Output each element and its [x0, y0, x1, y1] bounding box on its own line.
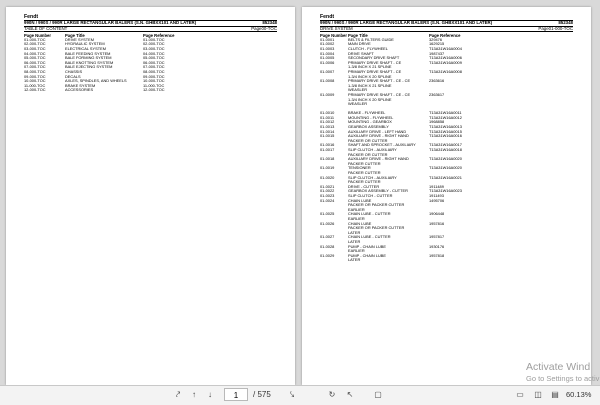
fit-page-icon[interactable]: ▭	[516, 390, 524, 399]
page-title-cell: ELECTRICAL SYSTEM	[65, 45, 106, 51]
page-title-cell: PACKER OR CUTTER	[348, 137, 388, 143]
page-number-cell: 09-000-TOC	[24, 73, 46, 79]
page-reference-cell: T13A31W16A0009	[429, 59, 462, 65]
page-number-cell: 01-0001	[320, 36, 335, 42]
page-number-cell: 02-000-TOC	[24, 41, 46, 47]
page-title-cell: SLIP CLUTCH - CUTTER	[348, 192, 393, 198]
page-number-cell: 11-000-TOC	[24, 82, 46, 88]
zoom-level[interactable]: 60.13%	[566, 390, 592, 399]
page-number-cell: 05-000-TOC	[24, 55, 46, 61]
page-reference-cell: 1911493	[429, 192, 444, 198]
document-page-left	[6, 7, 295, 385]
page-title-cell: 1-3/8 INCH X 21 SPLINE	[348, 64, 392, 70]
page-reference-cell: 1906448	[429, 211, 445, 217]
page-reference-cell: T13A31W16A0006	[429, 55, 462, 61]
section-subtitle: TABLE OF CONTENT Page00-TOC	[24, 25, 277, 31]
page-title-cell: PACKER CUTTER	[348, 170, 381, 175]
page-number-cell: 01-0003	[320, 45, 335, 51]
page-title-cell: CHAIN LUBE	[348, 220, 372, 226]
page-number-cell: 01-0024	[320, 197, 335, 203]
page-number-cell: 01-0011	[320, 114, 334, 120]
page-number-cell: 01-0027	[320, 234, 335, 240]
parts-table	[320, 38, 573, 263]
page-number-cell: 01-0021	[320, 183, 335, 189]
page-number-cell: 06-000-TOC	[24, 59, 46, 65]
page-title-cell: PRIMARY DRIVE SHAFT - CE	[348, 68, 402, 74]
page-title-cell: AUXILIARY DRIVE - RIGHT HAND	[348, 133, 409, 139]
page-title-cell: PRIMARY DRIVE SHAFT - CE	[348, 59, 402, 65]
page-title-cell: HYDRAULIC SYSTEM	[65, 41, 105, 47]
page-up-icon[interactable]: ↑	[192, 390, 196, 399]
page-number-cell: 12-000-TOC	[24, 87, 46, 93]
page-number-cell: 01-0023	[320, 192, 335, 198]
page-reference-cell: T13A31W16A0021	[429, 174, 462, 180]
page-title-cell: AUXILIARY DRIVE - LEFT HAND	[348, 128, 407, 134]
page-title-cell: CLUTCH - FLYWHEEL	[348, 45, 388, 51]
page-reference-cell: 12-000-TOC	[143, 87, 165, 93]
page-reference-cell: 1930176	[429, 243, 445, 249]
page-title-cell: PACKER OR PACKER CUTTER	[348, 202, 405, 208]
snapshot-icon[interactable]: ▢	[374, 390, 382, 399]
page-number-cell: 04-000-TOC	[24, 50, 46, 56]
page-number-cell: 01-0012	[320, 119, 335, 125]
page-number-cell: 01-0020	[320, 174, 335, 180]
page-number-cell: 01-0019	[320, 165, 335, 171]
page-number-cell: 01-0014	[320, 128, 335, 134]
page-title-cell: LATER	[348, 238, 361, 244]
page-title-cell: DRIVE - CUTTER	[348, 183, 380, 189]
page-reference-cell: T13A31W16A0017	[429, 142, 462, 148]
page-number-cell: 01-0029	[320, 252, 335, 258]
page-number-cell: 10-000-TOC	[24, 78, 46, 84]
page-reference-cell: 03-000-TOC	[143, 45, 165, 51]
page-reference-cell: 1629215	[429, 41, 445, 47]
activation-watermark-text: Go to Settings to activ	[526, 374, 600, 383]
page-reference-cell: 02-000-TOC	[143, 41, 165, 47]
page-reference-cell: T13A31W16A0011	[429, 110, 462, 116]
page-number-cell: 01-0007	[320, 68, 335, 74]
page-title-cell: GEARBOX ASSEMBLY - CUTTER	[348, 188, 408, 194]
page-title-cell: MOUNTING - FLYWHEEL	[348, 114, 394, 120]
document-title: 990N / 990S / 990R LARGE RECTANGULAR BALERS (S.N. GHBXX101 AND LATER) 852348	[320, 20, 573, 25]
page-title-cell: 1-3/4 INCH X 20 SPLINE	[348, 73, 392, 79]
page-number-cell: 01-0013	[320, 124, 335, 130]
page-reference-cell: T13A31W16A0013	[429, 124, 462, 130]
page-reference-cell: T13A31W16A0020	[429, 156, 462, 162]
total-pages-label: / 575	[253, 390, 271, 399]
two-page-view-icon[interactable]: ◫	[534, 390, 542, 399]
page-number-cell: 01-0028	[320, 243, 335, 249]
last-page-icon[interactable]: ⤥	[289, 390, 295, 399]
page-title-cell: WEASLER	[348, 101, 368, 107]
page-title-cell: BRAKE - FLYWHEEL	[348, 110, 386, 116]
page-down-icon[interactable]: ↓	[208, 390, 212, 399]
page-reference-cell: T13A31W16A0016	[429, 133, 462, 139]
page-title-cell: 1-3/4 INCH X 20 SPLINE	[348, 96, 392, 102]
page-number-cell: 01-0005	[320, 55, 335, 61]
page-title-cell: EARLIER	[348, 206, 365, 212]
page-title-cell: BALE FORMING SYSTEM	[65, 55, 112, 61]
page-reference-cell: 1957817	[429, 234, 445, 240]
page-title-cell: TENSIONER	[348, 165, 371, 171]
page-reference-cell: T13A31W16A0012	[429, 114, 462, 120]
page-title-cell: BALE KNOTTING SYSTEM	[65, 59, 114, 65]
page-number-cell: 08-000-TOC	[24, 68, 46, 74]
page-title-cell: ACCESSORIES	[65, 87, 94, 93]
page-reference-cell: 329476	[429, 36, 442, 42]
page-number-cell: 01-0025	[320, 211, 335, 217]
page-title-cell: DRIVE SHAFT	[348, 50, 374, 56]
page-title-cell: AUXILIARY DRIVE - RIGHT HAND	[348, 156, 409, 162]
page-reference-cell: 11-000-TOC	[143, 82, 165, 88]
page-reference-cell: 2363617	[429, 91, 445, 97]
page-reference-cell: 1957818	[429, 252, 445, 258]
page-title-cell: PACKER CUTTER	[348, 160, 381, 166]
page-title-cell: SLIP CLUTCH - AUXILIARY	[348, 147, 397, 153]
page-title-cell: EARLIER	[348, 248, 365, 254]
page-number-input[interactable]: 1	[224, 388, 248, 401]
page-title-cell: AXLES, SPINDLES, AND WHEELS	[65, 78, 127, 84]
page-number-cell: 07-000-TOC	[24, 64, 46, 70]
page-number-cell: 01-0018	[320, 156, 335, 162]
page-reference-cell: 1987437	[429, 50, 445, 56]
page-number-cell: 01-0026	[320, 220, 335, 226]
page-reference-cell: 1957816	[429, 220, 445, 226]
page-title-cell: CHAIN LUBE - CUTTER	[348, 234, 391, 240]
document-title: 990N / 990S / 990R LARGE RECTANGULAR BALERS (S.N. GHBXX101 AND LATER) 852348	[24, 20, 277, 25]
page-reference-cell: T13A31W16A0008	[429, 68, 462, 74]
page-title-cell: SECONDARY DRIVE SHAFT	[348, 55, 400, 61]
document-page-right	[302, 7, 591, 385]
page-reference-cell: 04-000-TOC	[143, 50, 165, 56]
page-title-cell: MAIN DRIVE	[348, 41, 371, 47]
brand-label: Fendt	[24, 14, 39, 20]
table-header: Page Number Page Title Page Reference	[320, 33, 461, 39]
page-number-cell: 01-0006	[320, 59, 335, 65]
page-title-cell: MOUNTING - GEARBOX	[348, 119, 392, 125]
page-title-cell: PACKER CUTTER	[348, 179, 381, 185]
page-title-cell: PRIMARY DRIVE SHAFT - CE - CE	[348, 91, 411, 97]
page-number-cell: 01-000-TOC	[24, 36, 46, 42]
page-reference-cell: T13A31W16A0020	[429, 165, 462, 171]
page-title-cell: LATER	[348, 229, 361, 235]
page-title-cell: PUMP - CHAIN LUBE	[348, 243, 386, 249]
page-reference-cell: 2363616	[429, 78, 445, 84]
page-title-cell: DECALS	[65, 73, 81, 79]
page-title-cell: GEARBOX ASSEMBLY	[348, 124, 389, 130]
viewer-toolbar	[0, 385, 600, 405]
page-reference-cell: 10-000-TOC	[143, 78, 165, 84]
rotate-icon[interactable]: ↻	[328, 390, 336, 399]
page-number-cell: 01-0015	[320, 133, 335, 139]
page-title-cell: BALE EJECTING SYSTEM	[65, 64, 113, 70]
page-title-cell: PACKER OR CUTTER	[348, 151, 388, 157]
page-title-cell: WEASLER	[348, 87, 368, 93]
page-title-cell: BRAKE SYSTEM	[65, 82, 96, 88]
select-cursor-icon[interactable]: ↖	[346, 390, 354, 399]
toc-table	[24, 38, 277, 93]
page-title-cell: SLIP CLUTCH - AUXILIARY	[348, 174, 397, 180]
first-page-icon[interactable]: ⤤	[175, 390, 181, 399]
activation-watermark-title: Activate Wind	[526, 361, 591, 373]
page-title-cell: EARLIER	[348, 215, 365, 221]
page-number-cell: 01-0008	[320, 78, 335, 84]
page-title-cell: CHAIN LUBE	[348, 197, 372, 203]
page-number-cell: 01-0004	[320, 50, 335, 56]
page-title-cell: PUMP - CHAIN LUBE	[348, 252, 386, 258]
page-reference-cell: T13A31W16A0018	[429, 147, 462, 153]
page-reference-cell: 1911489	[429, 183, 444, 189]
page-title-cell: PRIMARY DRIVE SHAFT - CE - CE	[348, 78, 411, 84]
page-reference-cell: 1968858	[429, 119, 445, 125]
page-number-cell: 01-0022	[320, 188, 335, 194]
scroll-view-icon[interactable]: ▤	[551, 390, 559, 399]
table-row	[320, 258, 573, 263]
page-number-cell: 01-0002	[320, 41, 335, 47]
table-row	[24, 88, 277, 93]
page-reference-cell: 05-000-TOC	[143, 55, 165, 61]
page-reference-cell: T13A31W16A0015	[429, 128, 462, 134]
page-title-cell: BELTS & FILTERS GUIDE	[348, 36, 394, 42]
page-reference-cell: 06-000-TOC	[143, 59, 165, 65]
page-reference-cell: 07-000-TOC	[143, 64, 165, 70]
page-reference-cell: T13A31W16A0023	[429, 188, 462, 194]
page-reference-cell: 01-000-TOC	[143, 36, 165, 42]
page-title-cell: CHASSIS	[65, 68, 83, 74]
page-number-cell: 01-0010	[320, 110, 335, 116]
page-title-cell: LATER	[348, 257, 361, 263]
page-title-cell: BALE FEEDING SYSTEM	[65, 50, 111, 56]
page-number-cell: 03-000-TOC	[24, 45, 46, 51]
page-number-cell: 01-0009	[320, 91, 335, 97]
page-reference-cell: 09-000-TOC	[143, 73, 165, 79]
page-reference-cell: T13A31W16A0004	[429, 45, 462, 51]
page-title-cell: SHAFT AND SPROCKET - AUXILIARY	[348, 142, 416, 148]
page-title-cell: CHAIN LUBE - CUTTER	[348, 211, 391, 217]
table-header: Page Number Page Title Page Reference	[24, 33, 175, 39]
page-reference-cell: 1495706	[429, 197, 445, 203]
page-title-cell: DRIVE SYSTEM	[65, 36, 94, 42]
page-title-cell: PACKER OR PACKER CUTTER	[348, 225, 405, 231]
page-reference-cell: 08-000-TOC	[143, 68, 165, 74]
brand-label: Fendt	[320, 14, 335, 20]
page-number-cell: 01-0017	[320, 147, 335, 153]
page-title-cell: 1-3/8 INCH X 21 SPLINE	[348, 82, 392, 88]
section-subtitle: DRIVE SYSTEM Page01-000-TOC	[320, 25, 573, 31]
page-number-cell: 01-0016	[320, 142, 335, 148]
